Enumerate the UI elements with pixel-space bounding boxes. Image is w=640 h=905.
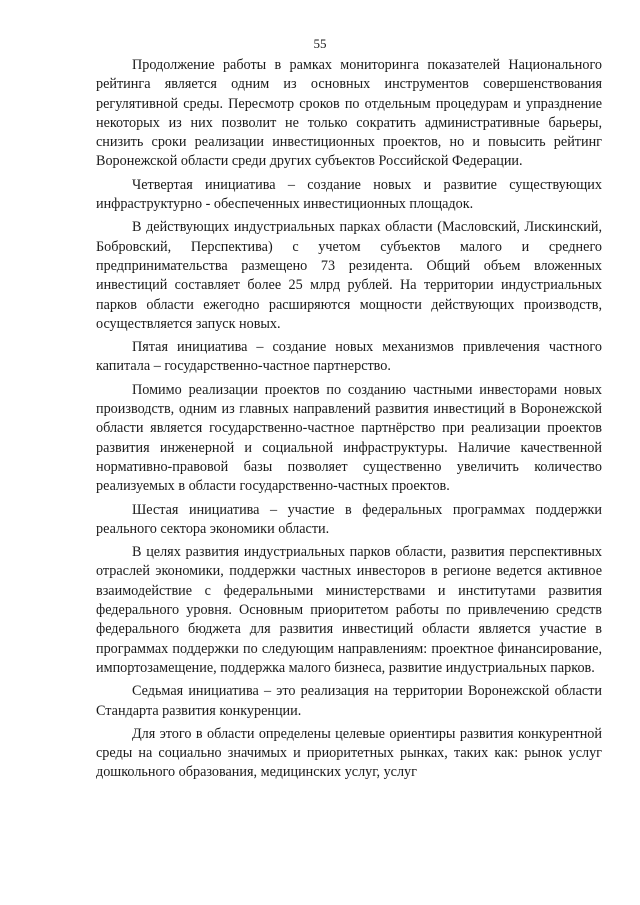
paragraph: Пятая инициатива – создание новых механизмов привлечения частного капитала – государственно-частное партнерство. [96, 339, 602, 375]
paragraph: Шестая инициатива – участие в федеральных программах поддержки реального сектора экономики области. [96, 501, 602, 537]
paragraph: Седьмая инициатива – это реализация на территории Воронежской области Стандарта развития конкуренции. [96, 683, 602, 719]
paragraph: Для этого в области определены целевые ориентиры развития конкурентной среды на социально значимых и приоритетных рынках, таких как: рынок услуг дошкольного образования, медицинских услуг, услуг [96, 725, 602, 781]
paragraph: Помимо реализации проектов по созданию частными инвесторами новых производств, одним из главных направлений развития инвестиций в Воронежской области является государственно-частное партнёрство при реализации проектов развития инженерной и социальной инфраструктуры. Наличие качественной нормативно-правовой базы позволяет существенно увеличить количество реализуемых в области государственно-частных проектов. [96, 381, 602, 495]
paragraph: В целях развития индустриальных парков области, развития перспективных отраслей экономики, поддержки частных инвесторов в регионе ведется активное взаимодействие с федеральными министерствами и институтами развития федерального уровня. Основным приоритетом работы по привлечению средств федерального бюджета для развития инвестиций области является участие в программах поддержки по следующим направлениям: проектное финансирование, импортозамещение, поддержка малого бизнеса, развитие индустриальных парков. [96, 544, 602, 676]
paragraph: В действующих индустриальных парках области (Масловский, Лискинский, Бобровский, Перспектива) с учетом субъектов малого и среднего предпринимательства размещено 73 резидента. Общий объем вложенных инвестиций составляет более 25 млрд рублей. На территории индустриальных парков области ежегодно расширяются мощности действующих производств, осуществляется запуск новых. [96, 219, 602, 332]
paragraph: Продолжение работы в рамках мониторинга показателей Национального рейтинга является одним из основных инструментов совершенствования регулятивной среды. Пересмотр сроков по отдельным процедурам и упразднение некоторых из них позволит не только сократить административные барьеры, снизить сроки реализации инвестиционных проектов, но и повысить рейтинг Воронежской области среди других субъектов Российской Федерации. [96, 57, 602, 170]
body-text [96, 56, 602, 783]
paragraph: Четвертая инициатива – создание новых и развитие существующих инфраструктурно - обеспеченных инвестиционных площадок. [96, 176, 602, 213]
page-number: 55 [313, 36, 327, 51]
